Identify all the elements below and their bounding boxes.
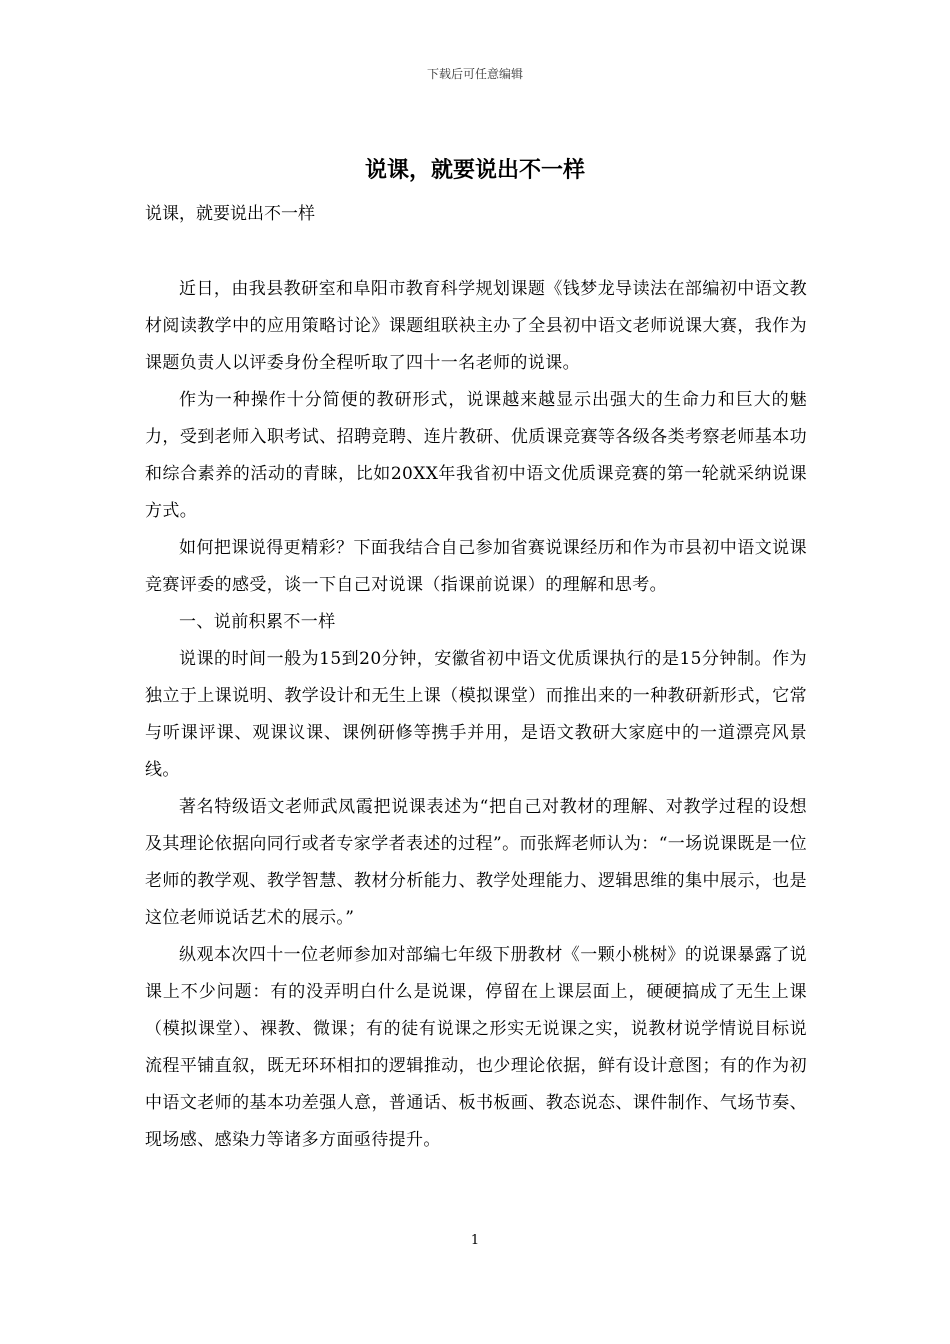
document-title: 说课，就要说出不一样	[364, 157, 585, 183]
paragraph-duration: 说课的时间一般为15到20分钟，安徽省初中语文优质课执行的是15分钟制。作为独立于上课说明、教学设计和无生上课（模拟课堂）而推出来的一种教研新形式，它常与听课评课、观课议课、课例研修等携手并用，是语文教研大家庭中的一道漂亮风景线。	[145, 649, 807, 780]
header-note: 下载后可任意编辑	[426, 67, 523, 81]
paragraph-problems: 纵观本次四十一位老师参加对部编七年级下册教材《一颗小桃树》的说课暴露了说课上不少问题：有的没弄明白什么是说课，停留在上课层面上，硬硬搞成了无生上课（模拟课堂）、裸教、微课；有的徒有说课之形实无说课之实，说教材说学情说目标说流程平铺直叙，既无环环相扣的逻辑推动，也少理论依据，鲜有设计意图；有的作为初中语文老师的基本功差强人意，普通话、板书板画、教态说态、课件制作、气场节奏、现场感、感染力等诸多方面亟待提升。	[145, 945, 807, 1150]
paragraph-definitions: 著名特级语文老师武凤霞把说课表述为“把自己对教材的理解、对教学过程的设想及其理论依据向同行或者专家学者表述的过程”。而张辉老师认为：“一场说课既是一位老师的教学观、教学智慧、教材分析能力、教学处理能力、逻辑思维的集中展示，也是这位老师说话艺术的展示。”	[145, 797, 807, 928]
paragraph-question: 如何把课说得更精彩？下面我结合自己参加省赛说课经历和作为市县初中语文说课竞赛评委的感受，谈一下自己对说课（指课前说课）的理解和思考。	[145, 538, 807, 595]
page-number: 1	[470, 1233, 480, 1248]
document-body	[145, 271, 807, 1159]
document-subtitle: 说课，就要说出不一样	[145, 204, 315, 224]
paragraph-background: 作为一种操作十分简便的教研形式，说课越来越显示出强大的生命力和巨大的魅力，受到老师入职考试、招聘竞聘、连片教研、优质课竞赛等各级各类考察老师基本功和综合素养的活动的青睐，比如20XX年我省初中语文优质课竞赛的第一轮就采纳说课方式。	[145, 390, 807, 521]
paragraph-intro: 近日，由我县教研室和阜阳市教育科学规划课题《钱梦龙导读法在部编初中语文教材阅读教学中的应用策略讨论》课题组联袂主办了全县初中语文老师说课大赛，我作为课题负责人以评委身份全程听取了四十一名老师的说课。	[145, 279, 807, 373]
section-heading-1: 一、说前积累不一样	[179, 612, 336, 632]
